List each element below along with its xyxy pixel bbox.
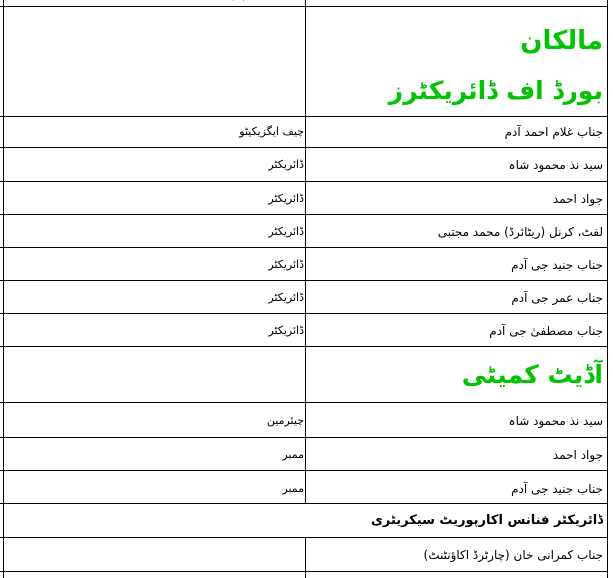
audit-member-name: جناب جنید جی آدم xyxy=(511,482,603,496)
audit-member-role: ممبر xyxy=(282,482,304,495)
board-member-name: جناب عمر جی آدم xyxy=(511,291,603,305)
audit-member-name: جواد احمد xyxy=(552,448,603,462)
board-member-name: جناب مصطفیٰ جی آدم xyxy=(489,324,603,338)
row-line xyxy=(0,214,607,215)
row-line xyxy=(0,280,607,281)
row-line xyxy=(0,116,607,117)
board-member-role: ڈائریکٹر xyxy=(268,225,304,238)
board-member-role: ڈائریکٹر xyxy=(268,158,304,171)
board-member-name: لفٹ، کرنل (ریٹائرڈ) محمد مجتبی xyxy=(437,225,603,239)
row-line-top xyxy=(0,6,607,7)
board-member-name: جواد احمد xyxy=(552,192,603,206)
board-member-name: جناب غلام احمد آدم xyxy=(504,125,603,139)
board-member-name: سید نذ محمود شاہ xyxy=(508,158,603,172)
board-member-role: ڈائریکٹر xyxy=(268,192,304,205)
audit-member-role: چیئرمین xyxy=(266,414,304,427)
heading-director-finance-secretary: ڈائریکٹر فنانس اکارپوریٹ سیکریٹری xyxy=(370,513,603,528)
heading-audit-committee: آڈیٹ کمیٹی xyxy=(461,360,603,389)
row-line xyxy=(0,402,607,403)
board-member-role: ڈائریکٹر xyxy=(268,258,304,271)
row-line xyxy=(0,437,607,438)
row-line xyxy=(0,470,607,471)
board-member-role: چیف ایگزیکیٹو xyxy=(239,125,304,138)
column-divider-outer-right xyxy=(607,0,608,578)
heading-board-of-directors: بورڈ اف ڈائریکٹرز xyxy=(388,76,603,105)
column-divider-middle xyxy=(305,0,306,503)
row-line xyxy=(0,503,607,504)
row-line xyxy=(0,346,607,347)
board-member-role: ڈائریکٹر xyxy=(268,291,304,304)
row-line xyxy=(0,313,607,314)
board-member-name: جناب جنید جی آدم xyxy=(511,258,603,272)
audit-member-role: ممبر xyxy=(282,448,304,461)
top-row-fragment: · · xyxy=(232,0,245,5)
row-line xyxy=(0,247,607,248)
board-member-role: ڈائریکٹر xyxy=(268,324,304,337)
row-line xyxy=(0,537,607,538)
heading-owners: مالکان xyxy=(520,26,603,56)
secretary-name: جناب کمرانی خان (چارٹرڈ اکاؤنٹنٹ) xyxy=(423,548,603,562)
row-line xyxy=(0,147,607,148)
row-line xyxy=(0,181,607,182)
row-line-bottom xyxy=(0,571,607,572)
audit-member-name: سید نذ محمود شاہ xyxy=(508,414,603,428)
